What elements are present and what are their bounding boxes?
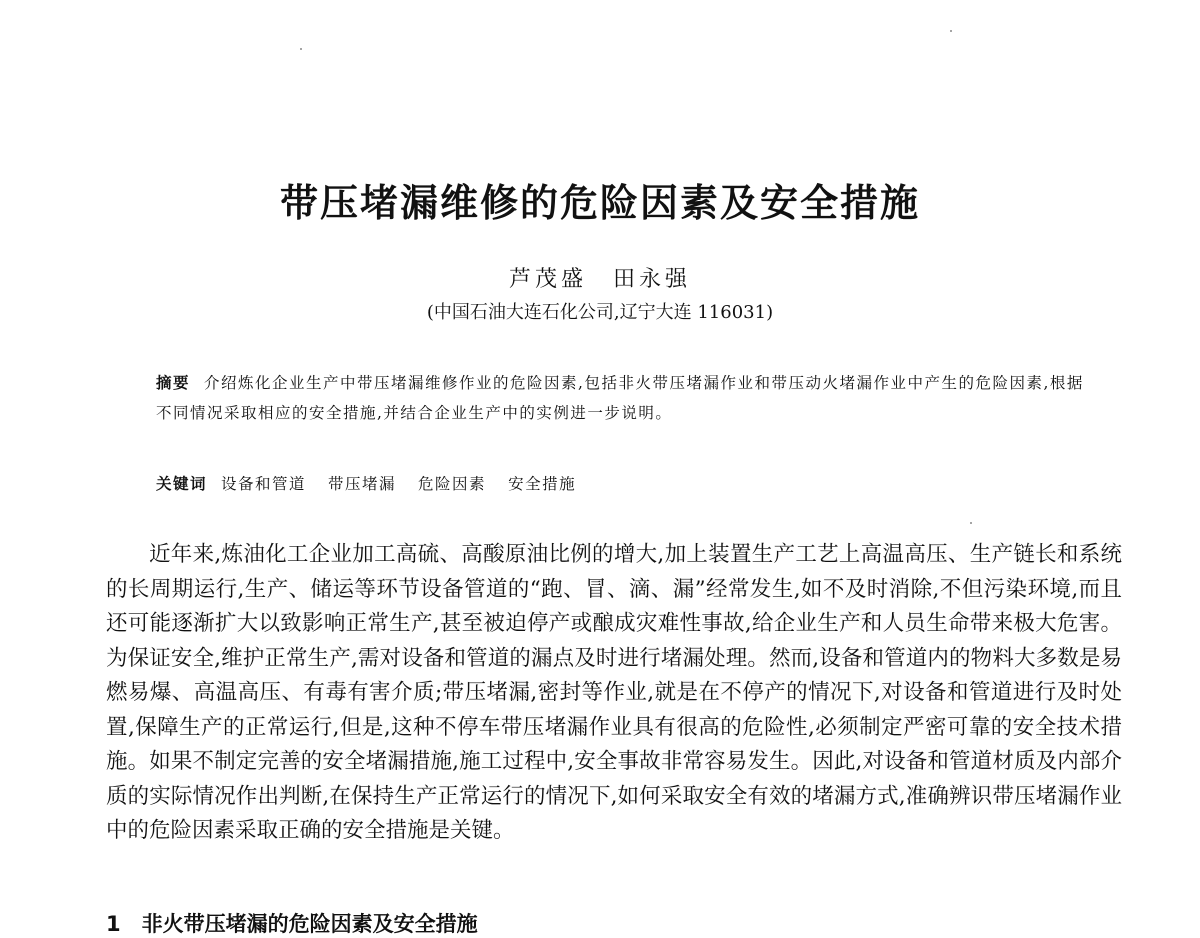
keyword: 安全措施 bbox=[508, 475, 577, 493]
abstract-text: 介绍炼化企业生产中带压堵漏维修作业的危险因素,包括非火带压堵漏作业和带压动火堵漏作业中产生的危险因素,根据不同情况采取相应的安全措施,并结合企业生产中的实例进一步说明。 bbox=[156, 374, 1084, 422]
abstract bbox=[156, 368, 1086, 428]
keyword: 设备和管道 bbox=[221, 475, 307, 493]
paper-title: 带压堵漏维修的危险因素及安全措施 bbox=[279, 181, 920, 225]
keywords-label: 关键词 bbox=[156, 475, 208, 493]
body-paragraph: 近年来,炼油化工企业加工高硫、高酸原油比例的增大,加上装置生产工艺上高温高压、生产链长和系统的长周期运行,生产、储运等环节设备管道的“跑、冒、滴、漏”经常发生,如不及时消除,不但污染环境,而且还可能逐渐扩大以致影响正常生产,甚至被迫停产或酿成灾难性事故,给企业生产和人员生命带来极大危害。为保证安全,维护正常生产,需对设备和管道的漏点及时进行堵漏处理。然而,设备和管道内的物料大多数是易燃易爆、高温高压、有毒有害介质;带压堵漏,密封等作业,就是在不停产的情况下,对设备和管道进行及时处置,保障生产的正常运行,但是,这种不停车带压堵漏作业具有很高的危险性,必须制定严密可靠的安全技术措施。如果不制定完善的安全堵漏措施,施工过程中,安全事故非常容易发生。因此,对设备和管道材质及内部介质的实际情况作出判断,在保持生产正常运行的情况下,如何采取安全有效的堵漏方式,准确辨识带压堵漏作业中的危险因素采取正确的安全措施是关键。 bbox=[106, 542, 1122, 843]
scan-speck bbox=[950, 30, 952, 32]
paper-affiliation: (中国石油大连石化公司,辽宁大连 116031) bbox=[426, 302, 774, 323]
scan-speck bbox=[300, 48, 302, 50]
paper-authors: 芦茂盛 田永强 bbox=[508, 267, 691, 292]
section-heading: 1 非火带压堵漏的危险因素及安全措施 bbox=[106, 912, 478, 936]
keyword: 带压堵漏 bbox=[328, 475, 397, 493]
abstract-label: 摘要 bbox=[156, 374, 191, 392]
scan-speck bbox=[970, 522, 972, 524]
keywords bbox=[156, 472, 1086, 494]
keyword: 危险因素 bbox=[418, 475, 487, 493]
